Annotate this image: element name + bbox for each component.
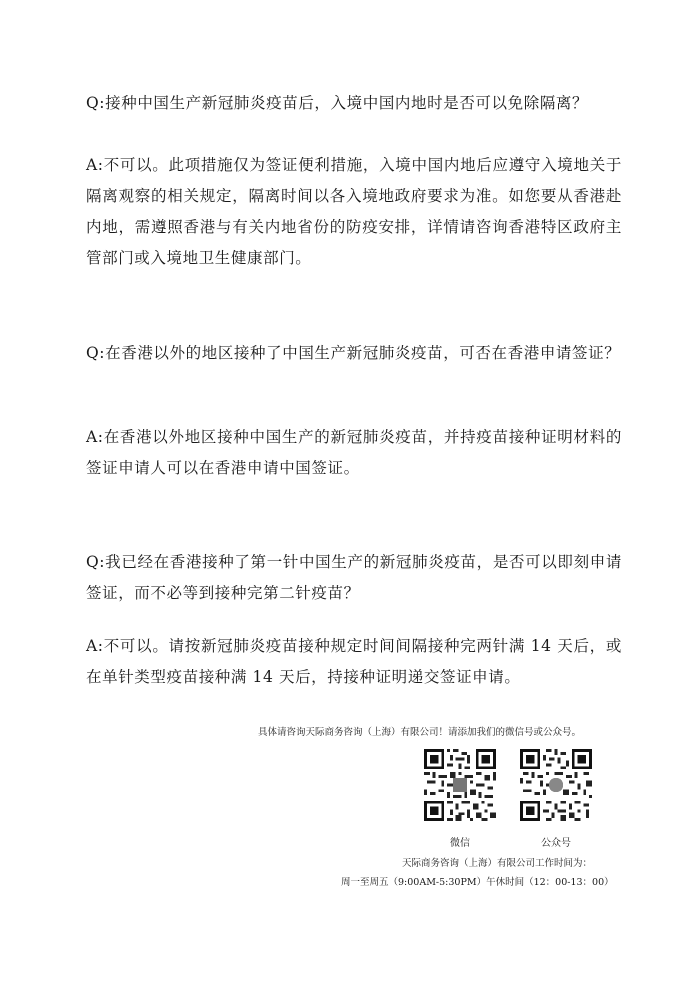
working-hours-detail: 周一至周五（9:00AM-5:30PM）午休时间（12：00-13：00） bbox=[341, 877, 614, 888]
faq-answer-3: A:不可以。请按新冠肺炎疫苗接种规定时间间隔接种完两针满 14 天后，或在单针类型疫苗接种满 14 天后，持接种证明递交签证申请。 bbox=[86, 637, 622, 686]
faq-answer-2: A:在香港以外地区接种中国生产的新冠肺炎疫苗，并持疫苗接种证明材料的签证申请人可以在香港申请中国签证。 bbox=[86, 428, 622, 477]
official-account-qr-code bbox=[520, 749, 592, 821]
contact-note: 具体请咨询天际商务咨询（上海）有限公司！请添加我们的微信号或公众号。 bbox=[258, 727, 582, 738]
faq-question-2: Q:在香港以外的地区接种了中国生产新冠肺炎疫苗，可否在香港申请签证？ bbox=[86, 344, 621, 362]
working-hours-title: 天际商务咨询（上海）有限公司工作时间为： bbox=[402, 858, 593, 869]
faq-question-1: Q:接种中国生产新冠肺炎疫苗后，入境中国内地时是否可以免除隔离？ bbox=[86, 94, 589, 112]
official-account-qr-label: 公众号 bbox=[541, 838, 571, 849]
faq-answer-1: A:不可以。此项措施仅为签证便利措施，入境中国内地后应遵守入境地关于隔离观察的相关规定，隔离时间以各入境地政府要求为准。如您要从香港赴内地，需遵照香港与有关内地省份的防疫安排，详情请咨询香港特区政府主管部门或入境地卫生健康部门。 bbox=[86, 156, 622, 267]
faq-question-3: Q:我已经在香港接种了第一针中国生产的新冠肺炎疫苗，是否可以即刻申请签证，而不必等到接种完第二针疫苗？ bbox=[86, 553, 622, 602]
wechat-qr-code bbox=[424, 749, 496, 821]
wechat-qr-label: 微信 bbox=[450, 838, 470, 849]
